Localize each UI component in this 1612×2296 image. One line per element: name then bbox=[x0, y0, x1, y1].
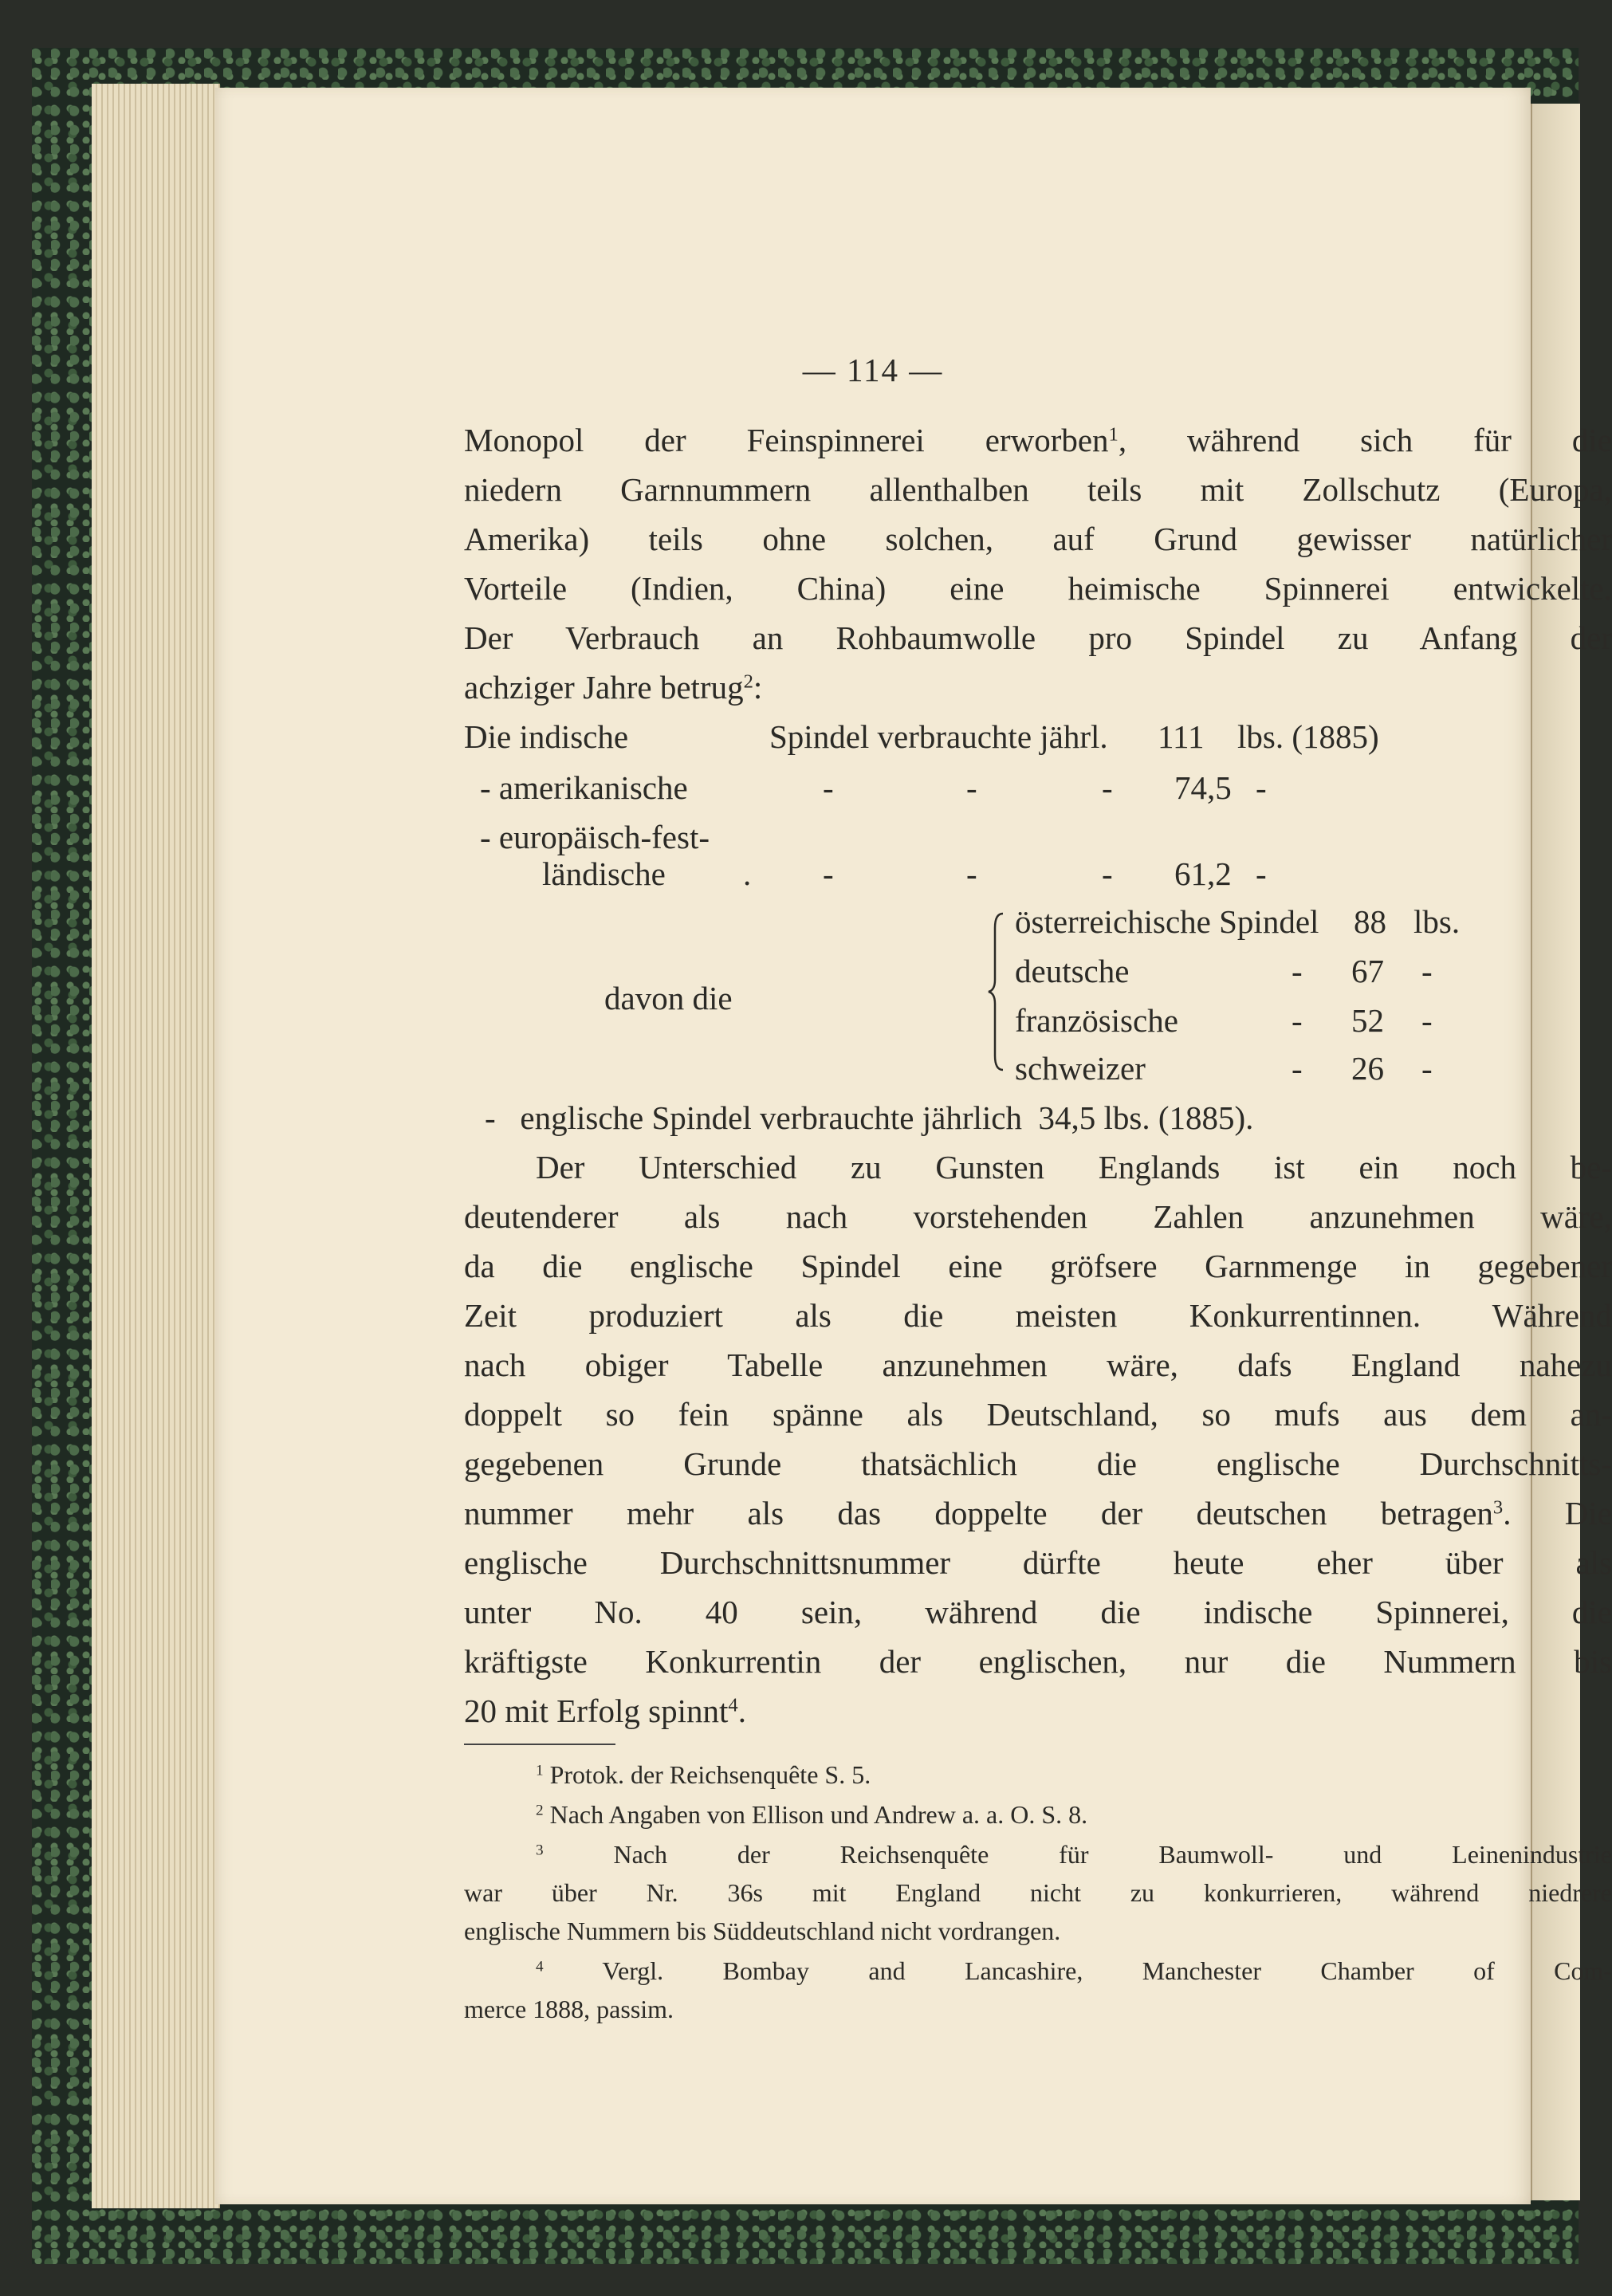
body-line: Amerika) teils ohne solchen, auf Grund gewisser natürlicher bbox=[464, 521, 1612, 557]
sub-value: 26 bbox=[1351, 1050, 1384, 1087]
sub-name: deutsche bbox=[1015, 953, 1130, 989]
table-value: 111 bbox=[1158, 718, 1205, 755]
ditto-mark: - bbox=[966, 769, 977, 806]
ditto-mark: - bbox=[1292, 1002, 1303, 1039]
sub-unit: - bbox=[1421, 953, 1433, 989]
body-line: niedern Garnnummern allenthalben teils mit Zollschutz (Europa, bbox=[464, 471, 1612, 508]
body-line: da die englische Spindel eine gröfsere Garnmenge in gegebener bbox=[464, 1248, 1612, 1284]
footnote: englische Nummern bis Süddeutschland nicht vordrangen. bbox=[464, 1917, 1061, 1945]
table-label: - amerikanische bbox=[480, 769, 688, 806]
body-line: Monopol der Feinspinnerei erworben$^1$, während sich für die bbox=[464, 422, 1612, 458]
sub-name: österreichische Spindel bbox=[1015, 903, 1319, 940]
body-line: Der Verbrauch an Rohbaumwolle pro Spindel zu Anfang der bbox=[464, 619, 1612, 656]
sub-value: 67 bbox=[1351, 953, 1384, 989]
footnote: war über Nr. 36s mit England nicht zu konkurrieren, während niedrere bbox=[464, 1878, 1612, 1907]
table-dot: . bbox=[743, 855, 752, 892]
sub-unit: - bbox=[1421, 1050, 1433, 1087]
sub-name: schweizer bbox=[1015, 1050, 1146, 1087]
sub-value: 52 bbox=[1351, 1002, 1384, 1039]
table-label: - europäisch-fest- bbox=[480, 819, 710, 855]
footnote-ref[interactable]: 3 bbox=[1492, 1496, 1504, 1519]
davon-label: davon die bbox=[604, 980, 733, 1016]
body-line: nummer mehr als das doppelte der deutschen betragen$^3$. Die bbox=[464, 1495, 1612, 1531]
footnote: merce 1888, passim. bbox=[464, 1995, 674, 2023]
footnote: $^4$ Vergl. Bombay and Lancashire, Manchester Chamber of Com- bbox=[536, 1956, 1612, 1985]
body-line: 20 mit Erfolg spinnt$^4$. bbox=[464, 1693, 746, 1729]
footnote: $^1$ Protok. der Reichsenquête S. 5. bbox=[536, 1760, 871, 1789]
body-line: Der Unterschied zu Gunsten Englands ist ein noch be- bbox=[536, 1149, 1612, 1185]
page-number: — 114 — bbox=[802, 352, 944, 388]
footnote-ref[interactable]: 1 bbox=[1108, 423, 1119, 446]
book-page bbox=[215, 88, 1612, 2204]
body-line: unter No. 40 sein, während die indische Spinnerei, die bbox=[464, 1594, 1612, 1630]
ditto-mark: - bbox=[823, 769, 834, 806]
body-line: englische Durchschnittsnummer dürfte heute eher über als bbox=[464, 1544, 1612, 1581]
page-edges bbox=[92, 84, 220, 2208]
ditto-mark: - bbox=[1102, 769, 1113, 806]
table-unit: lbs. (1885) bbox=[1237, 718, 1379, 755]
curly-brace-icon bbox=[987, 912, 1006, 1071]
sub-value: 88 bbox=[1354, 903, 1386, 940]
english-row: - englische Spindel verbrauchte jährlich 34,5 lbs. (1885). bbox=[485, 1099, 1254, 1136]
body-line: doppelt so fein spänne als Deutschland, so mufs aus dem an- bbox=[464, 1396, 1612, 1433]
ditto-mark: - bbox=[1292, 1050, 1303, 1087]
table-verb: Spindel verbrauchte jährl. bbox=[769, 718, 1108, 755]
table-value: 61,2 bbox=[1174, 855, 1232, 892]
sub-unit: - bbox=[1421, 1002, 1433, 1039]
ditto-mark: - bbox=[966, 855, 977, 892]
ditto-mark: - bbox=[1102, 855, 1113, 892]
ditto-mark: - bbox=[823, 855, 834, 892]
table-label: ländische bbox=[542, 855, 666, 892]
body-line: Vorteile (Indien, China) eine heimische Spinnerei entwickelte. bbox=[464, 570, 1612, 607]
table-value: 74,5 bbox=[1174, 769, 1232, 806]
body-line: deutenderer als nach vorstehenden Zahlen anzunehmen wäre, bbox=[464, 1198, 1612, 1235]
table-label: Die indische bbox=[464, 718, 629, 755]
body-line: achziger Jahre betrug$^2$: bbox=[464, 669, 763, 706]
table-unit: - bbox=[1256, 769, 1267, 806]
footnote: $^2$ Nach Angaben von Ellison und Andrew a. a. O. S. 8. bbox=[536, 1800, 1088, 1829]
footnote-ref[interactable]: 2 bbox=[743, 670, 753, 693]
body-line: nach obiger Tabelle anzunehmen wäre, dafs England nahezu bbox=[464, 1347, 1612, 1383]
footnote: $^3$ Nach der Reichsenquête für Baumwoll- und Leinenindustrie bbox=[536, 1840, 1612, 1869]
body-line: kräftigste Konkurrentin der englischen, nur die Nummern bis bbox=[464, 1643, 1612, 1680]
table-unit: - bbox=[1256, 855, 1267, 892]
sub-name: französische bbox=[1015, 1002, 1178, 1039]
ditto-mark: - bbox=[1292, 953, 1303, 989]
footnote-ref[interactable]: 4 bbox=[728, 1694, 738, 1716]
body-line: Zeit produziert als die meisten Konkurrentinnen. Während bbox=[464, 1297, 1612, 1334]
footnote-rule bbox=[464, 1744, 615, 1745]
body-line: gegebenen Grunde thatsächlich die englische Durchschnitts- bbox=[464, 1445, 1612, 1482]
sub-unit: lbs. bbox=[1413, 903, 1461, 940]
